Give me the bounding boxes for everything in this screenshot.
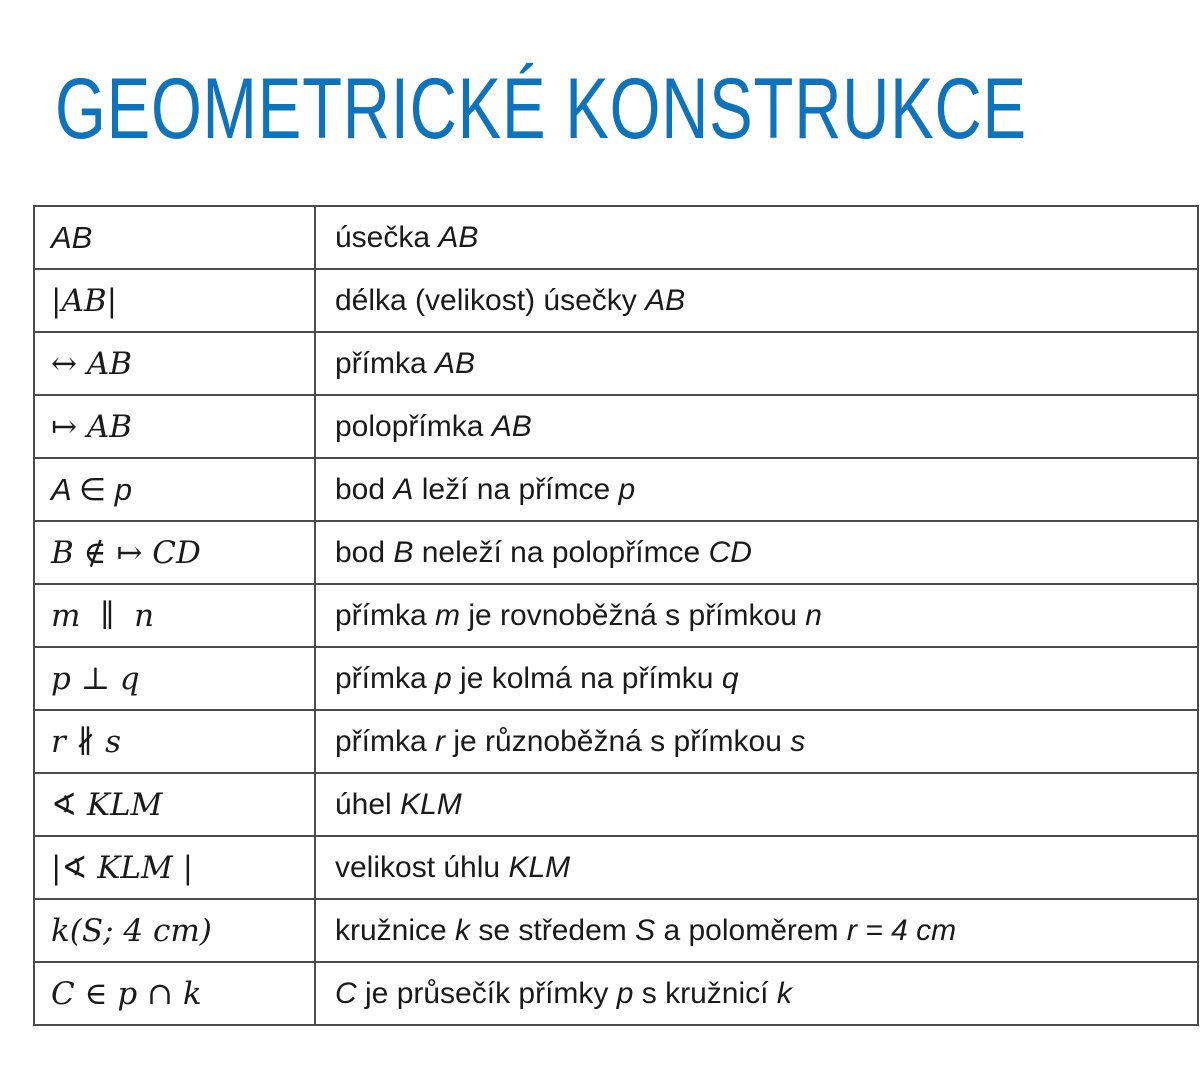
description-cell <box>315 584 1198 647</box>
math-variable: q <box>721 661 739 695</box>
symbol-cell: A ∈ p <box>34 458 315 521</box>
table-row <box>34 458 1198 521</box>
description-cell <box>315 962 1198 1025</box>
math-variable: B <box>393 535 414 569</box>
description-cell <box>315 836 1198 899</box>
math-variable: p <box>616 976 634 1010</box>
description-text: s kružnicí <box>633 976 777 1010</box>
math-variable: k <box>776 976 792 1010</box>
math-variable: p <box>618 472 636 506</box>
page-title: GEOMETRICKÉ KONSTRUKCE <box>55 61 1027 157</box>
description-text: neleží na polopřímce <box>413 535 709 569</box>
math-variable: m <box>435 598 461 632</box>
math-variable: AB <box>491 409 532 443</box>
symbol-cell: |∢ KLM | <box>34 836 315 899</box>
table-row <box>34 773 1198 836</box>
table-row <box>34 332 1198 395</box>
description-text: je průsečík přímky <box>356 976 617 1010</box>
notation-table <box>33 205 1199 1026</box>
math-variable: KLM <box>508 850 571 884</box>
description-cell <box>315 899 1198 962</box>
symbol-cell: |AB| <box>34 269 315 332</box>
table-row <box>34 647 1198 710</box>
symbol-cell: ↦ AB <box>34 395 315 458</box>
math-variable: r = 4 cm <box>846 913 957 947</box>
table-row <box>34 521 1198 584</box>
table-row <box>34 836 1198 899</box>
description-text: je různoběžná s přímkou <box>445 724 791 758</box>
description-cell <box>315 269 1198 332</box>
math-variable: s <box>790 724 806 758</box>
symbol-cell: ↔ AB <box>34 332 315 395</box>
description-cell <box>315 773 1198 836</box>
symbol-cell: r ∦ s <box>34 710 315 773</box>
description-cell <box>315 521 1198 584</box>
description-cell <box>315 206 1198 269</box>
description-cell <box>315 647 1198 710</box>
table-row <box>34 710 1198 773</box>
table-row <box>34 395 1198 458</box>
table-row <box>34 962 1198 1025</box>
description-text: bod <box>335 472 394 506</box>
math-variable: k <box>455 913 471 947</box>
math-variable: p <box>435 661 452 695</box>
symbol-cell: ∢ KLM <box>34 773 315 836</box>
symbol-cell: m ∥ n <box>34 584 315 647</box>
symbol-cell: k(S; 4 cm) <box>34 899 315 962</box>
math-variable: C <box>335 976 357 1010</box>
description-text: je rovnoběžná s přímkou <box>460 598 806 632</box>
symbol-cell: C ∈ p ∩ k <box>34 962 315 1025</box>
math-variable: A <box>393 472 414 506</box>
description-text: polopřímka <box>335 409 492 443</box>
description-text: leží na přímce <box>413 472 619 506</box>
math-variable: AB <box>438 220 479 254</box>
symbol-cell: B ∉ ↦ CD <box>34 521 315 584</box>
table-row <box>34 206 1198 269</box>
description-text: přímka <box>335 346 436 380</box>
table-row <box>34 899 1198 962</box>
description-text: se středem <box>470 913 636 947</box>
math-variable: CD <box>708 535 752 569</box>
description-text: bod <box>335 535 394 569</box>
table-row <box>34 269 1198 332</box>
symbol-cell: p ⊥ q <box>34 647 315 710</box>
description-text: délka (velikost) úsečky <box>335 283 646 317</box>
description-cell <box>315 395 1198 458</box>
symbol-cell: AB <box>34 206 315 269</box>
description-text: úhel <box>335 787 401 821</box>
table-row <box>34 584 1198 647</box>
description-text: úsečka <box>335 220 439 254</box>
description-cell <box>315 710 1198 773</box>
math-variable: KLM <box>400 787 462 821</box>
description-text: je kolmá na přímku <box>451 661 722 695</box>
description-text: kružnice <box>335 913 456 947</box>
math-variable: S <box>635 913 656 947</box>
description-text: a poloměrem <box>655 913 847 947</box>
description-cell <box>315 332 1198 395</box>
description-cell <box>315 458 1198 521</box>
description-text: přímka <box>335 724 436 758</box>
math-variable: n <box>805 598 822 632</box>
description-text: přímka <box>335 598 436 632</box>
math-variable: AB <box>645 283 686 317</box>
description-text: velikost úhlu <box>335 850 509 884</box>
math-variable: AB <box>435 346 476 380</box>
math-variable: r <box>435 724 446 758</box>
description-text: přímka <box>335 661 436 695</box>
notation-table-body <box>34 206 1198 1025</box>
